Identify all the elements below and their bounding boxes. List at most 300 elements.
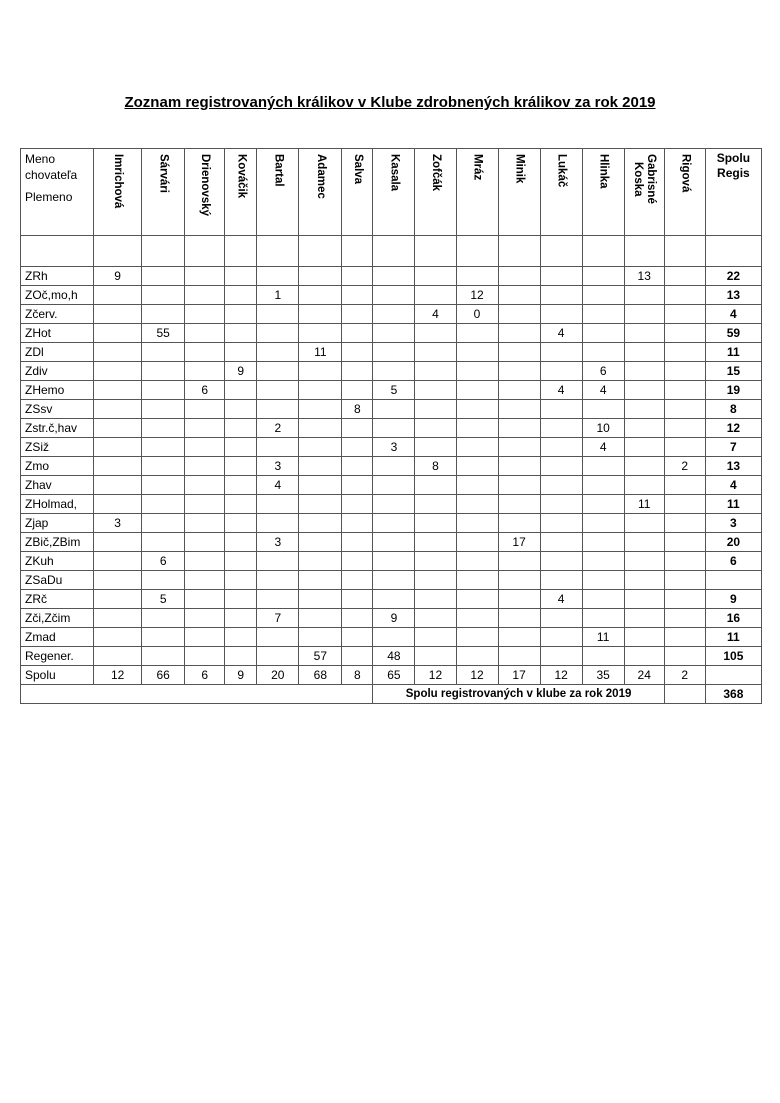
count-cell: 4 bbox=[540, 381, 582, 400]
count-cell bbox=[299, 533, 342, 552]
count-cell bbox=[582, 476, 624, 495]
count-cell bbox=[540, 647, 582, 666]
count-cell bbox=[664, 343, 705, 362]
count-cell bbox=[415, 495, 456, 514]
count-cell bbox=[299, 362, 342, 381]
count-cell bbox=[342, 324, 373, 343]
sum-cell: 66 bbox=[142, 666, 185, 685]
count-cell bbox=[415, 400, 456, 419]
count-cell bbox=[540, 400, 582, 419]
row-total-cell: 16 bbox=[705, 609, 761, 628]
registration-table bbox=[20, 148, 762, 704]
count-cell bbox=[142, 476, 185, 495]
breeder-header: Salva bbox=[342, 149, 373, 236]
sum-cell: 20 bbox=[257, 666, 299, 685]
count-cell bbox=[664, 305, 705, 324]
count-cell bbox=[185, 305, 225, 324]
count-cell bbox=[582, 305, 624, 324]
count-cell bbox=[664, 628, 705, 647]
count-cell bbox=[540, 343, 582, 362]
count-cell bbox=[257, 400, 299, 419]
row-total-cell: 20 bbox=[705, 533, 761, 552]
count-cell bbox=[94, 457, 142, 476]
count-cell bbox=[94, 476, 142, 495]
sum-cell: 68 bbox=[299, 666, 342, 685]
count-cell bbox=[342, 381, 373, 400]
count-cell bbox=[94, 609, 142, 628]
count-cell bbox=[624, 628, 664, 647]
count-cell bbox=[257, 438, 299, 457]
sum-cell: 12 bbox=[456, 666, 498, 685]
grand-total-value: 368 bbox=[705, 685, 761, 704]
breeder-header: Mráz bbox=[456, 149, 498, 236]
count-cell bbox=[94, 552, 142, 571]
count-cell bbox=[498, 476, 540, 495]
count-cell bbox=[342, 305, 373, 324]
count-cell bbox=[540, 419, 582, 438]
count-cell bbox=[142, 647, 185, 666]
row-total-cell: 59 bbox=[705, 324, 761, 343]
count-cell bbox=[456, 400, 498, 419]
count-cell bbox=[540, 609, 582, 628]
count-cell bbox=[415, 590, 456, 609]
count-cell bbox=[456, 533, 498, 552]
breed-name-cell: ZHemo bbox=[21, 381, 94, 400]
count-cell bbox=[498, 495, 540, 514]
sum-label: Spolu bbox=[21, 666, 94, 685]
count-cell bbox=[94, 381, 142, 400]
count-cell bbox=[225, 495, 257, 514]
count-cell bbox=[582, 514, 624, 533]
count-cell bbox=[540, 571, 582, 590]
count-cell bbox=[342, 419, 373, 438]
count-cell bbox=[225, 647, 257, 666]
count-cell bbox=[225, 476, 257, 495]
count-cell: 4 bbox=[582, 381, 624, 400]
row-total-cell: 7 bbox=[705, 438, 761, 457]
count-cell bbox=[664, 514, 705, 533]
count-cell bbox=[142, 400, 185, 419]
count-cell bbox=[624, 419, 664, 438]
breed-name-cell: ZSaDu bbox=[21, 571, 94, 590]
row-total-cell: 4 bbox=[705, 476, 761, 495]
table-row bbox=[21, 533, 762, 552]
count-cell bbox=[540, 286, 582, 305]
count-cell: 1 bbox=[257, 286, 299, 305]
count-cell: 57 bbox=[299, 647, 342, 666]
count-cell: 8 bbox=[342, 400, 373, 419]
table-row bbox=[21, 267, 762, 286]
count-cell bbox=[142, 419, 185, 438]
table-row bbox=[21, 381, 762, 400]
breeder-header: Sárvári bbox=[142, 149, 185, 236]
count-cell bbox=[342, 438, 373, 457]
count-cell bbox=[225, 628, 257, 647]
count-cell bbox=[185, 457, 225, 476]
count-cell: 3 bbox=[373, 438, 415, 457]
count-cell bbox=[498, 305, 540, 324]
count-cell bbox=[257, 305, 299, 324]
count-cell bbox=[582, 533, 624, 552]
table-row bbox=[21, 476, 762, 495]
count-cell bbox=[498, 590, 540, 609]
count-cell bbox=[373, 286, 415, 305]
count-cell bbox=[299, 267, 342, 286]
breed-name-cell: Zčerv. bbox=[21, 305, 94, 324]
count-cell bbox=[498, 267, 540, 286]
count-cell bbox=[225, 324, 257, 343]
count-cell bbox=[225, 305, 257, 324]
sum-cell: 8 bbox=[342, 666, 373, 685]
table-row bbox=[21, 400, 762, 419]
count-cell bbox=[540, 628, 582, 647]
count-cell bbox=[373, 419, 415, 438]
count-cell bbox=[664, 609, 705, 628]
count-cell bbox=[540, 305, 582, 324]
count-cell: 12 bbox=[456, 286, 498, 305]
count-cell bbox=[342, 362, 373, 381]
count-cell bbox=[456, 647, 498, 666]
count-cell bbox=[342, 571, 373, 590]
count-cell bbox=[225, 514, 257, 533]
row-total-cell: 11 bbox=[705, 343, 761, 362]
count-cell bbox=[342, 552, 373, 571]
table-row bbox=[21, 552, 762, 571]
breed-name-cell: ZBič,ZBim bbox=[21, 533, 94, 552]
count-cell: 11 bbox=[582, 628, 624, 647]
row-total-cell: 22 bbox=[705, 267, 761, 286]
count-cell bbox=[257, 381, 299, 400]
header-breeder-breed-cell bbox=[21, 149, 94, 236]
count-cell: 9 bbox=[373, 609, 415, 628]
grand-total-row bbox=[21, 685, 762, 704]
count-cell bbox=[257, 514, 299, 533]
count-cell bbox=[456, 343, 498, 362]
count-cell: 4 bbox=[540, 324, 582, 343]
count-cell bbox=[540, 476, 582, 495]
sum-cell: 9 bbox=[225, 666, 257, 685]
row-total-cell: 11 bbox=[705, 628, 761, 647]
count-cell bbox=[225, 400, 257, 419]
count-cell bbox=[664, 381, 705, 400]
sum-cell: 6 bbox=[185, 666, 225, 685]
breeder-header: Rigová bbox=[664, 149, 705, 236]
count-cell bbox=[456, 628, 498, 647]
count-cell bbox=[94, 533, 142, 552]
count-cell bbox=[415, 286, 456, 305]
breed-name-cell: ZRh bbox=[21, 267, 94, 286]
sum-cell: 65 bbox=[373, 666, 415, 685]
count-cell bbox=[299, 495, 342, 514]
sum-cell: 24 bbox=[624, 666, 664, 685]
count-cell bbox=[624, 362, 664, 381]
count-cell bbox=[373, 552, 415, 571]
count-cell: 9 bbox=[225, 362, 257, 381]
count-cell bbox=[225, 419, 257, 438]
count-cell bbox=[415, 343, 456, 362]
count-cell bbox=[540, 457, 582, 476]
count-cell bbox=[257, 590, 299, 609]
sum-cell: 12 bbox=[94, 666, 142, 685]
count-cell bbox=[342, 514, 373, 533]
count-cell bbox=[94, 400, 142, 419]
table-row bbox=[21, 324, 762, 343]
count-cell bbox=[342, 286, 373, 305]
count-cell bbox=[225, 609, 257, 628]
count-cell bbox=[257, 324, 299, 343]
count-cell bbox=[185, 362, 225, 381]
count-cell bbox=[373, 324, 415, 343]
count-cell bbox=[582, 495, 624, 514]
count-cell bbox=[299, 552, 342, 571]
count-cell bbox=[225, 457, 257, 476]
row-total-cell: 105 bbox=[705, 647, 761, 666]
count-cell bbox=[225, 381, 257, 400]
count-cell bbox=[142, 571, 185, 590]
count-cell bbox=[624, 647, 664, 666]
breed-name-cell: Zmad bbox=[21, 628, 94, 647]
count-cell bbox=[94, 495, 142, 514]
count-cell bbox=[185, 628, 225, 647]
count-cell bbox=[540, 533, 582, 552]
count-cell bbox=[624, 286, 664, 305]
count-cell bbox=[415, 514, 456, 533]
count-cell bbox=[498, 514, 540, 533]
sum-cell: 2 bbox=[664, 666, 705, 685]
count-cell bbox=[373, 571, 415, 590]
header-row bbox=[21, 149, 762, 236]
count-cell bbox=[257, 628, 299, 647]
count-cell bbox=[94, 438, 142, 457]
count-cell bbox=[624, 400, 664, 419]
breeder-header: Bartal bbox=[257, 149, 299, 236]
breed-name-cell: ZSsv bbox=[21, 400, 94, 419]
table-row bbox=[21, 343, 762, 362]
count-cell bbox=[185, 590, 225, 609]
breed-name-cell: Zjap bbox=[21, 514, 94, 533]
breed-name-cell: ZHolmad, bbox=[21, 495, 94, 514]
row-total-cell: 13 bbox=[705, 457, 761, 476]
count-cell bbox=[257, 571, 299, 590]
count-cell bbox=[498, 381, 540, 400]
count-cell bbox=[225, 438, 257, 457]
count-cell bbox=[415, 552, 456, 571]
count-cell bbox=[415, 628, 456, 647]
count-cell bbox=[373, 476, 415, 495]
count-cell bbox=[373, 362, 415, 381]
sum-row bbox=[21, 666, 762, 685]
count-cell: 4 bbox=[582, 438, 624, 457]
count-cell bbox=[373, 400, 415, 419]
count-cell bbox=[373, 628, 415, 647]
blank-cell bbox=[664, 685, 705, 704]
count-cell bbox=[582, 457, 624, 476]
count-cell bbox=[185, 647, 225, 666]
count-cell bbox=[299, 438, 342, 457]
count-cell bbox=[185, 267, 225, 286]
count-cell bbox=[582, 590, 624, 609]
count-cell bbox=[498, 457, 540, 476]
count-cell bbox=[257, 647, 299, 666]
count-cell bbox=[498, 647, 540, 666]
table-row bbox=[21, 305, 762, 324]
count-cell bbox=[540, 438, 582, 457]
count-cell bbox=[664, 324, 705, 343]
count-cell bbox=[342, 267, 373, 286]
count-cell bbox=[415, 533, 456, 552]
count-cell bbox=[142, 267, 185, 286]
count-cell: 55 bbox=[142, 324, 185, 343]
count-cell bbox=[299, 628, 342, 647]
count-cell: 2 bbox=[664, 457, 705, 476]
row-total-cell: 13 bbox=[705, 286, 761, 305]
count-cell bbox=[582, 267, 624, 286]
count-cell bbox=[185, 438, 225, 457]
count-cell bbox=[185, 400, 225, 419]
breed-name-cell: Zmo bbox=[21, 457, 94, 476]
count-cell bbox=[257, 362, 299, 381]
count-cell bbox=[624, 457, 664, 476]
count-cell bbox=[582, 647, 624, 666]
count-cell bbox=[94, 305, 142, 324]
count-cell bbox=[342, 609, 373, 628]
breed-name-cell: Zči,Zčim bbox=[21, 609, 94, 628]
count-cell bbox=[299, 571, 342, 590]
count-cell: 2 bbox=[257, 419, 299, 438]
count-cell bbox=[142, 628, 185, 647]
count-cell bbox=[456, 476, 498, 495]
count-cell bbox=[582, 324, 624, 343]
count-cell bbox=[142, 286, 185, 305]
count-cell: 9 bbox=[94, 267, 142, 286]
count-cell bbox=[299, 609, 342, 628]
sum-cell: 12 bbox=[415, 666, 456, 685]
breed-name-cell: ZRč bbox=[21, 590, 94, 609]
count-cell: 4 bbox=[415, 305, 456, 324]
breeder-header: Drienovský bbox=[185, 149, 225, 236]
count-cell bbox=[498, 324, 540, 343]
count-cell bbox=[582, 286, 624, 305]
count-cell: 8 bbox=[415, 457, 456, 476]
count-cell bbox=[624, 533, 664, 552]
count-cell bbox=[342, 590, 373, 609]
count-cell bbox=[299, 590, 342, 609]
count-cell bbox=[456, 438, 498, 457]
table-row bbox=[21, 495, 762, 514]
count-cell bbox=[498, 628, 540, 647]
count-cell bbox=[185, 514, 225, 533]
count-cell bbox=[415, 267, 456, 286]
breed-name-cell: Zhav bbox=[21, 476, 94, 495]
count-cell bbox=[456, 381, 498, 400]
count-cell bbox=[415, 571, 456, 590]
breeder-header: Minik bbox=[498, 149, 540, 236]
count-cell bbox=[498, 286, 540, 305]
count-cell bbox=[142, 495, 185, 514]
row-total-cell: 9 bbox=[705, 590, 761, 609]
count-cell bbox=[664, 590, 705, 609]
count-cell bbox=[299, 514, 342, 533]
count-cell bbox=[456, 609, 498, 628]
count-cell bbox=[498, 571, 540, 590]
grand-total-label: Spolu registrovaných v klube za rok 2019 bbox=[373, 685, 664, 704]
count-cell: 6 bbox=[185, 381, 225, 400]
count-cell: 10 bbox=[582, 419, 624, 438]
count-cell bbox=[624, 305, 664, 324]
breeder-header: Gabrisné Koska bbox=[624, 149, 664, 236]
count-cell bbox=[664, 438, 705, 457]
count-cell bbox=[624, 324, 664, 343]
breed-name-cell: Regener. bbox=[21, 647, 94, 666]
count-cell bbox=[225, 571, 257, 590]
count-cell bbox=[299, 400, 342, 419]
count-cell bbox=[456, 552, 498, 571]
count-cell: 11 bbox=[624, 495, 664, 514]
count-cell bbox=[540, 495, 582, 514]
count-cell bbox=[582, 552, 624, 571]
count-cell bbox=[257, 343, 299, 362]
spacer-row bbox=[21, 236, 762, 267]
table-row bbox=[21, 438, 762, 457]
count-cell bbox=[664, 286, 705, 305]
count-cell bbox=[415, 381, 456, 400]
count-cell bbox=[142, 362, 185, 381]
count-cell bbox=[94, 590, 142, 609]
row-total-cell: 11 bbox=[705, 495, 761, 514]
count-cell bbox=[664, 400, 705, 419]
count-cell bbox=[415, 419, 456, 438]
breeder-label-2: chovateľa bbox=[25, 168, 78, 182]
count-cell bbox=[342, 476, 373, 495]
count-cell bbox=[142, 438, 185, 457]
count-cell bbox=[142, 381, 185, 400]
count-cell bbox=[498, 438, 540, 457]
count-cell bbox=[299, 381, 342, 400]
count-cell bbox=[415, 362, 456, 381]
breed-name-cell: ZSiž bbox=[21, 438, 94, 457]
table-row bbox=[21, 571, 762, 590]
count-cell bbox=[342, 533, 373, 552]
count-cell: 5 bbox=[373, 381, 415, 400]
count-cell bbox=[94, 343, 142, 362]
count-cell bbox=[664, 476, 705, 495]
row-total-cell: 6 bbox=[705, 552, 761, 571]
row-total-cell: 4 bbox=[705, 305, 761, 324]
count-cell bbox=[257, 495, 299, 514]
count-cell bbox=[94, 647, 142, 666]
count-cell bbox=[456, 419, 498, 438]
row-total-cell: 12 bbox=[705, 419, 761, 438]
row-total-cell: 3 bbox=[705, 514, 761, 533]
count-cell bbox=[94, 571, 142, 590]
count-cell bbox=[342, 343, 373, 362]
table-row bbox=[21, 286, 762, 305]
count-cell bbox=[415, 647, 456, 666]
count-cell bbox=[540, 362, 582, 381]
count-cell: 3 bbox=[257, 533, 299, 552]
sum-cell: 17 bbox=[498, 666, 540, 685]
count-cell bbox=[373, 343, 415, 362]
count-cell bbox=[456, 362, 498, 381]
count-cell bbox=[373, 267, 415, 286]
breed-name-cell: ZHot bbox=[21, 324, 94, 343]
table-row bbox=[21, 514, 762, 533]
count-cell: 3 bbox=[257, 457, 299, 476]
count-cell bbox=[299, 476, 342, 495]
count-cell bbox=[185, 533, 225, 552]
count-cell bbox=[299, 457, 342, 476]
page-title: Zoznam registrovaných králikov v Klube zdrobnených králikov za rok 2019 bbox=[124, 94, 656, 111]
